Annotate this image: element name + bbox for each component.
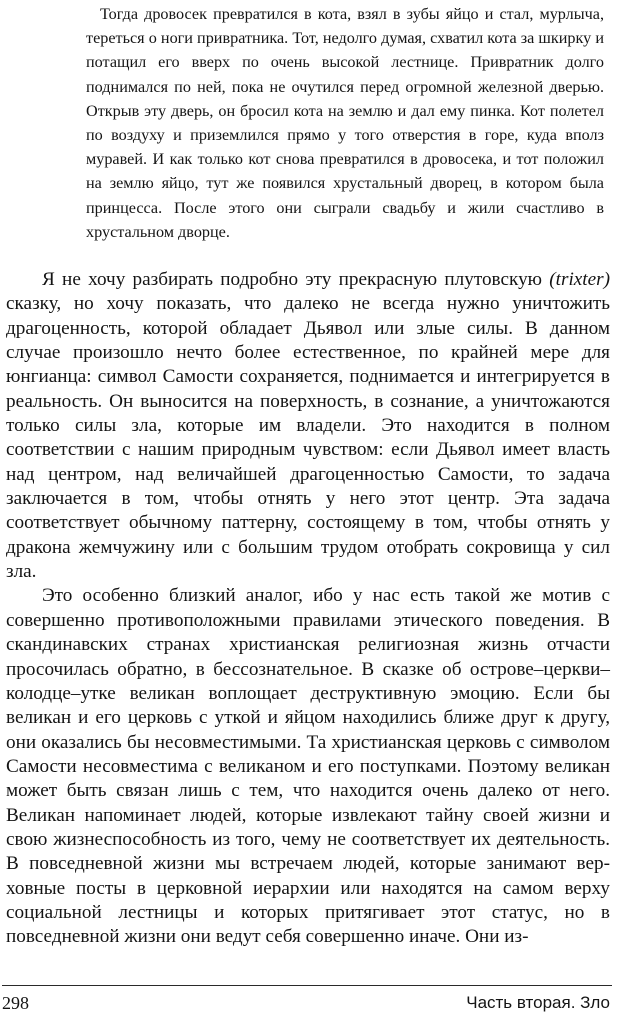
page-number: 298 — [2, 993, 29, 1013]
trixter-term: (trixter) — [549, 269, 610, 290]
paragraph-1-text-start: Я не хочу разбирать подробно эту прекрасную плутовскую — [42, 269, 550, 290]
paragraph-1-text-end: сказку, но хочу показать, что далеко не всегда нужно уничтожить драгоценность, которой обладает Дьявол или злые силы. В данном случае произошло нечто более естественное, по крайней мере для юнгианца: символ Самости сохраняется, поднимается и интегрируется в реальность. Он выносится на поверхность, в сознание, а уничтожаются только силы зла, которые им владели. Это находится в полном соответствии с нашим природным чувством: если Дьявол имеет власть над центром, над величайшей драгоценностью Самости, то задача заключается в том, чтобы отнять у него этот центр. Эта задача соответствует обычному паттерну, состоящему в том, чтобы отнять у дракона жемчужину или с большим трудом отобрать сокровища у сил зла. — [6, 293, 610, 583]
fairy-tale-quote — [86, 2, 604, 244]
footer-divider — [2, 985, 612, 986]
paragraph-1 — [6, 268, 610, 584]
running-head: Часть вторая. Зло — [466, 993, 610, 1012]
quote-paragraph: Тогда дровосек превратился в кота, взял в зубы яйцо и стал, мурлыча, тереться о ноги привратника. Тот, недолго думая, схватил кота за шкирку и потащил его вверх по очень высокой лестнице. Привратник долго поднимался по ней, пока не очутился перед огромной железной дверью. Открыв эту дверь, он бросил кота на землю и дал ему пинка. Кот полетел по воздуху и приземлился прямо у того отверстия в горе, куда вполз муравей. И как только кот снова превратился в дровосека, и тот положил на землю яйцо, тут же появился хрустальный дворец, в котором была принцесса. После этого они сыграли свадьбу и жили счастливо в хрустальном дворце. — [86, 5, 604, 241]
main-text — [6, 268, 610, 950]
paragraph-2: Это особенно близкий аналог, ибо у нас есть такой же мотив с совершенно противоположными правилами этического поведения. В скандинавских странах христианская религиозная жизнь отчасти просочилась обратно, в бессознательное. В сказке об острове–церкви–колодце–утке великан воплощает деструктивную эмоцию. Если бы великан и его церковь с уткой и яйцом находились ближе друг к другу, они оказались бы несовместимыми. Та христианская церковь с символом Самости несовместима с великаном и его поступками. Поэтому великан может быть связан лишь с тем, что находится очень далеко от него. Великан напоминает людей, которые извлекают тайну своей жизни и свою жизнеспособность из того, чему не соответствует их деятельность. В повседневной жизни мы встречаем людей, которые занимают верховные посты в церковной иерархии или находятся на самом верху социальной лестницы и которых притягивает этот статус, но в повседневной жизни они ведут себя совершенно иначе. Они из- — [6, 585, 610, 948]
